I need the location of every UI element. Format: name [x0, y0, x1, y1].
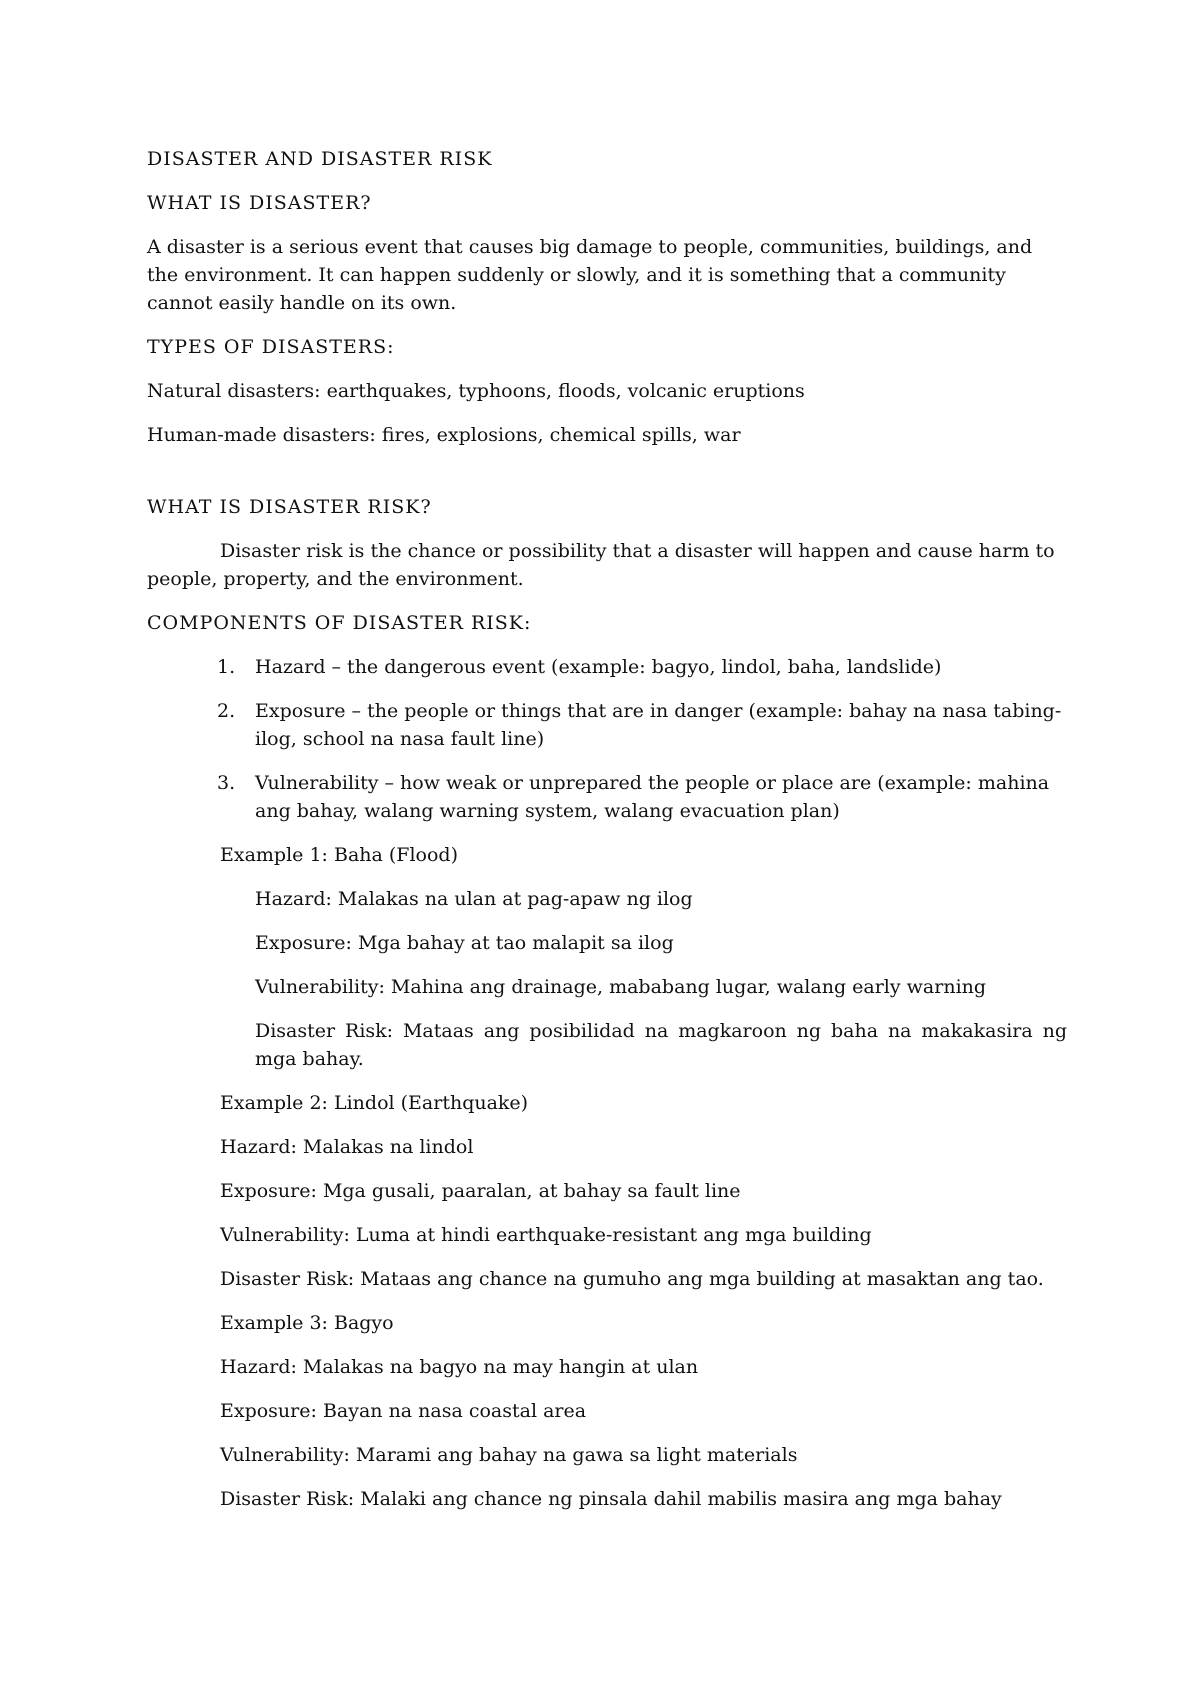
components-heading: COMPONENTS OF DISASTER RISK:	[147, 612, 532, 634]
natural-disasters-line: Natural disasters: earthquakes, typhoons, floods, volcanic eruptions	[147, 380, 805, 402]
example-3-title: Example 3: Bagyo	[220, 1312, 394, 1334]
list-item-text: Vulnerability – how weak or unprepared the people or place are (example: mahina ang bahay, walang warning system, walang evacuation plan)	[255, 772, 1050, 822]
example-2-title: Example 2: Lindol (Earthquake)	[220, 1092, 529, 1114]
what-is-risk-heading: WHAT IS DISASTER RISK?	[147, 496, 432, 518]
list-item	[147, 653, 1067, 681]
example-1-title: Example 1: Baha (Flood)	[220, 844, 459, 866]
list-item-text: Hazard – the dangerous event (example: bagyo, lindol, baha, landslide)	[255, 656, 942, 678]
example-2-vulnerability: Vulnerability: Luma at hindi earthquake-resistant ang mga building	[220, 1224, 872, 1246]
example-1-risk: Disaster Risk: Mataas ang posibilidad na magkaroon ng baha na makakasira ng mga bahay.	[255, 1020, 1067, 1070]
example-3-exposure: Exposure: Bayan na nasa coastal area	[220, 1400, 587, 1422]
paragraph-gap	[147, 465, 1067, 493]
list-item-number: 2.	[217, 700, 236, 722]
example-2-risk: Disaster Risk: Mataas ang chance na gumuho ang mga building at masaktan ang tao.	[220, 1268, 1044, 1290]
list-item-text: Exposure – the people or things that are in danger (example: bahay na nasa tabing-ilog, school na nasa fault line)	[255, 700, 1062, 750]
list-item	[147, 769, 1067, 825]
example-2-hazard: Hazard: Malakas na lindol	[220, 1136, 474, 1158]
list-item	[147, 697, 1067, 753]
example-1-exposure: Exposure: Mga bahay at tao malapit sa ilog	[255, 932, 674, 954]
example-1-vulnerability: Vulnerability: Mahina ang drainage, mababang lugar, walang early warning	[255, 976, 987, 998]
types-heading: TYPES OF DISASTERS:	[147, 336, 395, 358]
document-content	[147, 145, 1067, 1529]
example-2-exposure: Exposure: Mga gusali, paaralan, at bahay sa fault line	[220, 1180, 741, 1202]
document-title: DISASTER AND DISASTER RISK	[147, 148, 493, 170]
example-3-risk: Disaster Risk: Malaki ang chance ng pinsala dahil mabilis masira ang mga bahay	[220, 1488, 1002, 1510]
human-made-disasters-line: Human-made disasters: fires, explosions, chemical spills, war	[147, 424, 741, 446]
list-item-number: 1.	[217, 656, 236, 678]
what-is-disaster-heading: WHAT IS DISASTER?	[147, 192, 372, 214]
example-1-hazard: Hazard: Malakas na ulan at pag-apaw ng ilog	[255, 888, 693, 910]
what-is-risk-body: Disaster risk is the chance or possibility that a disaster will happen and cause harm to people, property, and the environment.	[147, 540, 1055, 590]
example-3-hazard: Hazard: Malakas na bagyo na may hangin at ulan	[220, 1356, 699, 1378]
components-list	[147, 653, 1067, 825]
what-is-disaster-body: A disaster is a serious event that causes big damage to people, communities, buildings, and the environment. It can happen suddenly or slowly, and it is something that a community cannot easily handle on its own.	[147, 236, 1033, 314]
list-item-number: 3.	[217, 772, 236, 794]
example-3-vulnerability: Vulnerability: Marami ang bahay na gawa sa light materials	[220, 1444, 798, 1466]
